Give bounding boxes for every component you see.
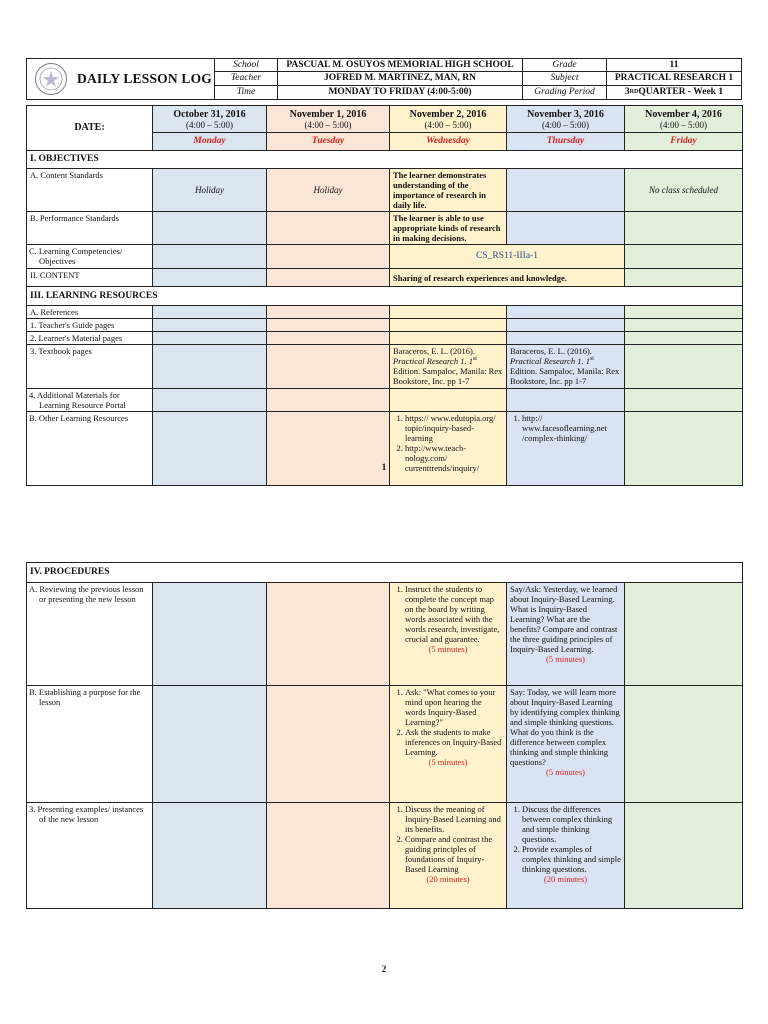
competencies-label: C. Learning Competencies/ Objectives <box>27 245 153 269</box>
cell-empty <box>153 319 267 332</box>
day-friday: Friday <box>625 133 743 151</box>
time-value: MONDAY TO FRIDAY (4:00-5:00) <box>278 86 523 99</box>
span: (20 minutes) <box>543 874 588 885</box>
cell-empty <box>625 412 743 486</box>
date-friday: November 4, 2016 (4:00 – 5:00) <box>625 106 743 133</box>
lesson-table-page2 <box>26 562 743 909</box>
grade-value: 11 <box>607 59 741 72</box>
cell-empty <box>625 212 743 245</box>
cell-empty <box>153 245 267 269</box>
cell-empty <box>507 212 625 245</box>
school-value: PASCUAL M. OSUYOS MEMORIAL HIGH SCHOOL <box>278 59 523 72</box>
cell-empty <box>507 389 625 412</box>
li: 2. Compare and contrast the guiding principles of foundations of Inquiry-Based Learning <box>405 834 503 874</box>
teacher-value: JOFRED M. MARTINEZ, MAN, RN <box>278 72 523 85</box>
cell-empty <box>390 306 507 319</box>
other-resources-label: B. Other Learning Resources <box>27 412 153 486</box>
day-wednesday: Wednesday <box>390 133 507 151</box>
cell-empty <box>267 319 390 332</box>
procedure-a-label: A. Reviewing the previous lesson or presenting the new lesson <box>27 583 153 686</box>
li: 1. Ask: "What comes to your mind upon hearing the words Inquiry-Based Learning?" <box>405 687 503 727</box>
day-monday: Monday <box>153 133 267 151</box>
li: 1. Discuss the meaning of Inquiry-Based Learning and its benefits. <box>405 804 503 834</box>
cell-empty <box>390 389 507 412</box>
cell-empty <box>507 306 625 319</box>
span: (20 minutes) <box>426 874 470 885</box>
li: 2. Ask the students to make inferences on Inquiry-Based Learning. <box>405 727 503 757</box>
li: 1. Instruct the students to complete the concept map on the board by writing words associated with the words research, investigate, crucial and guarantee. <box>405 584 503 644</box>
procedure-b-wednesday <box>390 686 507 803</box>
procedure-b-label: B. Establishing a purpose for the lesson <box>27 686 153 803</box>
day-tuesday: Tuesday <box>267 133 390 151</box>
page-number-1: 1 <box>381 462 387 472</box>
cell-empty <box>267 803 390 909</box>
procedure-a-thursday <box>507 583 625 686</box>
date-tuesday: November 1, 2016 (4:00 – 5:00) <box>267 106 390 133</box>
date-wednesday: November 2, 2016 (4:00 – 5:00) <box>390 106 507 133</box>
date-monday: October 31, 2016 (4:00 – 5:00) <box>153 106 267 133</box>
cell-empty <box>267 245 390 269</box>
cell-empty <box>625 245 743 269</box>
other-resources-wednesday <box>390 412 507 486</box>
objectives-heading: I. OBJECTIVES <box>27 151 743 169</box>
cell-empty <box>267 212 390 245</box>
cell-empty <box>267 583 390 686</box>
deped-seal-icon <box>31 61 71 97</box>
cell-empty <box>625 345 743 389</box>
cell-empty <box>507 332 625 345</box>
li: 2. Provide examples of complex thinking and simple thinking questions. <box>522 844 621 874</box>
cell-empty <box>625 686 743 803</box>
subject-label: Subject <box>523 72 607 85</box>
teacher-label: Teacher <box>215 72 278 85</box>
cell-empty <box>153 803 267 909</box>
cell-empty <box>507 319 625 332</box>
date-label: DATE: <box>27 106 153 151</box>
cell-empty <box>153 212 267 245</box>
learners-material-label: 2. Learner's Material pages <box>27 332 153 345</box>
references-label: A. References <box>27 306 153 319</box>
grading-period-label: Grading Period <box>523 86 607 99</box>
performance-standards-text: The learner is able to use appropriate kinds of research in making decisions. <box>390 212 507 245</box>
cell-empty <box>153 269 267 287</box>
cell-empty <box>267 345 390 389</box>
other-resources-thursday <box>507 412 625 486</box>
performance-standards-label: B. Performance Standards <box>27 212 153 245</box>
cell-empty <box>267 332 390 345</box>
learning-resources-heading: III. LEARNING RESOURCES <box>27 287 743 306</box>
procedure-c-label: 3. Presenting examples/ instances of the new lesson <box>27 803 153 909</box>
cell-empty <box>153 583 267 686</box>
content-standards-thursday <box>507 169 625 212</box>
grading-period-value: 3 RD QUARTER - Week 1 <box>624 86 724 97</box>
textbook-thursday: Baraceros, E. L. (2016). Practical Research 1. 1st Edition. Sampaloc, Manila: Rex Bookstore, Inc. pp 1-7 <box>507 345 625 389</box>
lesson-table-page1 <box>26 105 743 486</box>
cell-empty <box>153 412 267 486</box>
cell-empty <box>153 306 267 319</box>
competency-code: CS_RS11-IIIa-1 <box>390 245 625 269</box>
cell-empty <box>625 583 743 686</box>
cell-empty <box>625 332 743 345</box>
cell-empty <box>267 412 390 486</box>
cell-empty <box>267 686 390 803</box>
cell-empty <box>153 686 267 803</box>
subject-value: PRACTICAL RESEARCH 1 <box>607 72 741 85</box>
li: 1. Discuss the differences between complex thinking and simple thinking questions. <box>522 804 621 844</box>
grade-label: Grade <box>523 59 607 72</box>
textbook-wednesday: Baraceros, E. L. (2016). Practical Research 1. 1st Edition. Sampaloc, Manila: Rex Bookstore, Inc. pp 1-7 <box>390 345 507 389</box>
cell-empty <box>390 319 507 332</box>
resource-link[interactable]: 1. http:// www.facesoflearning.net /complex-thinking/ <box>522 413 621 443</box>
cell-empty <box>153 389 267 412</box>
procedures-heading: IV. PROCEDURES <box>27 563 743 583</box>
procedure-c-thursday <box>507 803 625 909</box>
span: (5 minutes) <box>546 767 585 778</box>
date-thursday: November 3, 2016 (4:00 – 5:00) <box>507 106 625 133</box>
header-info-grid <box>215 59 741 99</box>
teachers-guide-label: 1. Teacher's Guide pages <box>27 319 153 332</box>
page-number-2: 2 <box>381 964 387 974</box>
time-label: Time <box>215 86 278 99</box>
day-thursday: Thursday <box>507 133 625 151</box>
lesson-log-header <box>26 58 742 100</box>
cell-empty <box>625 803 743 909</box>
procedure-c-wednesday <box>390 803 507 909</box>
span: (5 minutes) <box>546 654 585 665</box>
tuesday-holiday: Holiday <box>267 169 390 212</box>
resource-link[interactable]: 1. https:// www.edutopia.org/ topic/inquiry-based- learning <box>405 413 503 443</box>
textbook-label: 3. Textbook pages <box>27 345 153 389</box>
content-label: II. CONTENT <box>27 269 153 287</box>
cell-empty <box>153 332 267 345</box>
content-standards-text: The learner demonstrates understanding of the importance of research in daily life. <box>390 169 507 212</box>
resource-link[interactable]: 2. http://www.teach- nology.com/ currenttrends/inquiry/ <box>405 443 503 473</box>
cell-empty <box>267 389 390 412</box>
span: Say/Ask: Yesterday, we learned about Inquiry-Based Learning. What is Inquiry-Based Learning? What are the benefits? Compare and contrast the three guiding principles of Inquiry-Based Learning. <box>510 584 618 655</box>
header-title-block <box>27 59 215 99</box>
cell-empty <box>153 345 267 389</box>
content-text: Sharing of research experiences and knowledge. <box>390 269 625 287</box>
friday-no-class: No class scheduled <box>625 169 743 212</box>
procedure-a-wednesday <box>390 583 507 686</box>
cell-empty <box>390 332 507 345</box>
content-standards-label: A. Content Standards <box>27 169 153 212</box>
cell-empty <box>267 306 390 319</box>
cell-empty <box>625 306 743 319</box>
school-label: School <box>215 59 278 72</box>
cell-empty <box>625 269 743 287</box>
cell-empty <box>625 319 743 332</box>
monday-holiday: Holiday <box>153 169 267 212</box>
additional-materials-label: 4. Additional Materials for Learning Resource Portal <box>27 389 153 412</box>
cell-empty <box>267 269 390 287</box>
procedure-b-thursday <box>507 686 625 803</box>
span: (5 minutes) <box>428 757 468 768</box>
span: (5 minutes) <box>428 644 468 655</box>
document-title: DAILY LESSON LOG <box>77 71 212 87</box>
cell-empty <box>625 389 743 412</box>
span: Say: Today, we will learn more about Inquiry-Based Learning by identifying complex thinking and simple thinking questions. What do you think is the difference between complex thinking and simple thinking questions? <box>510 687 620 768</box>
